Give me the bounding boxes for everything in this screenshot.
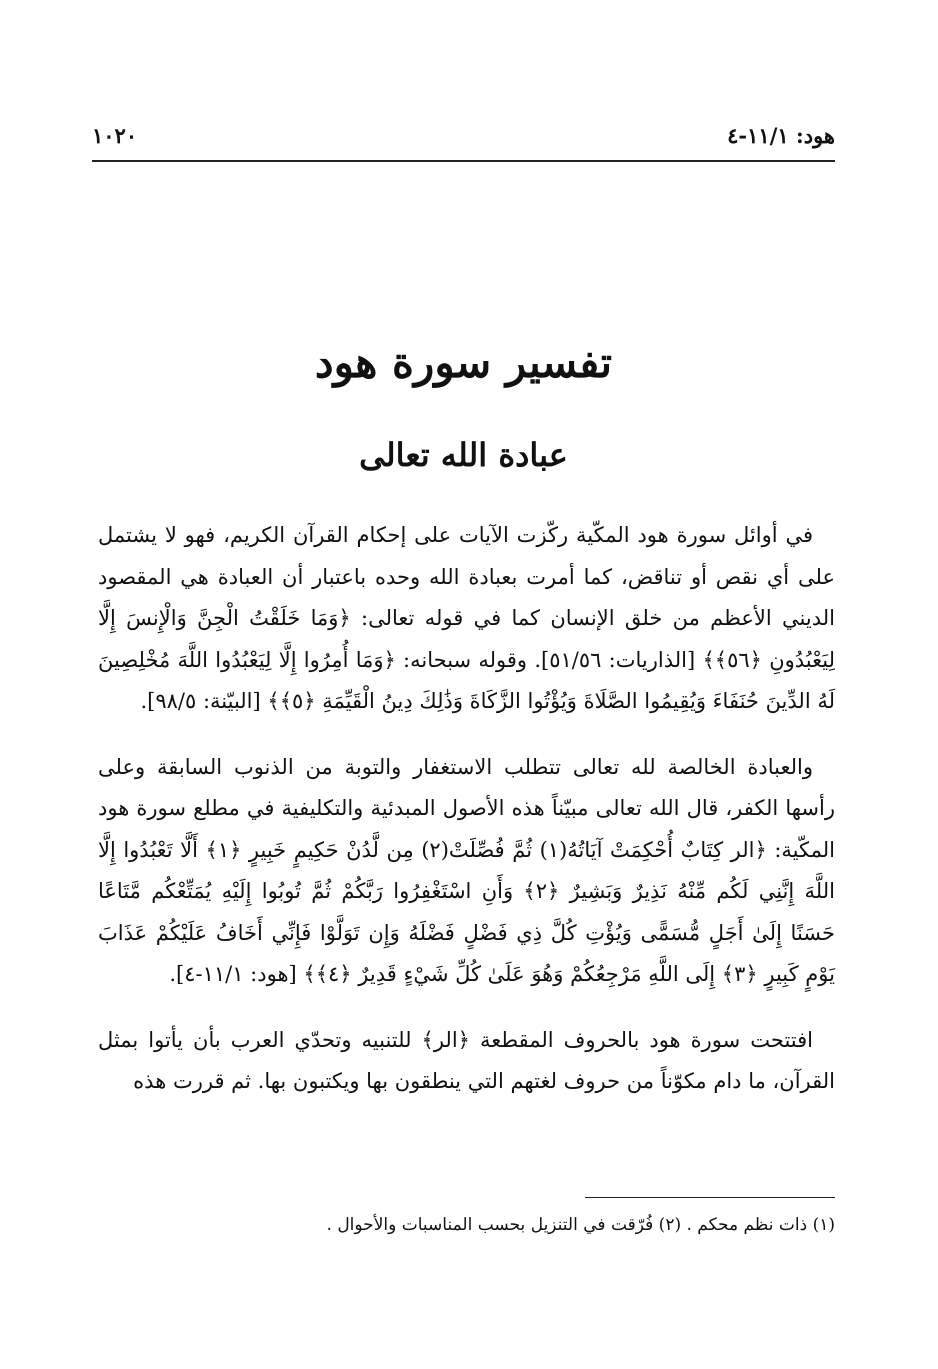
footnote: (١) ذات نظم محكم . (٢) فُرّقت في التنزيل بحسب المناسبات والأحوال .	[326, 1215, 835, 1235]
body-text	[98, 515, 835, 1127]
header-divider	[92, 160, 835, 162]
paragraph-1: في أوائل سورة هود المكّية ركّزت الآيات على إحكام القرآن الكريم، فهو لا يشتمل على أي نقص أو تناقض، كما أمرت بعبادة الله وحده باعتبار أن العبادة هي المقصود الديني الأعظم من خلق الإنسان كما في قوله تعالى: ﴿وَمَا خَلَقْتُ الْجِنَّ وَالْإِنسَ إِلَّا لِيَعْبُدُونِ ﴿٥٦﴾﴾ [الذاريات: ٥١/٥٦]. وقوله سبحانه: ﴿وَمَا أُمِرُوا إِلَّا لِيَعْبُدُوا اللَّهَ مُخْلِصِينَ لَهُ الدِّينَ حُنَفَاءَ وَيُقِيمُوا الصَّلَاةَ وَيُؤْتُوا الزَّكَاةَ وَذَٰلِكَ دِينُ الْقَيِّمَةِ ﴿٥﴾﴾ [البيّنة: ٩٨/٥].	[98, 523, 835, 713]
section-title: عبادة الله تعالى	[359, 436, 568, 474]
page-title: تفسير سورة هود	[314, 338, 613, 387]
paragraph-2: والعبادة الخالصة لله تعالى تتطلب الاستغفار والتوبة من الذنوب السابقة وعلى رأسها الكفر، قال الله تعالى مبيّناً هذه الأصول المبدئية والتكليفية في مطلع سورة هود المكّية: ﴿الر كِتَابٌ أُحْكِمَتْ آيَاتُهُ(١) ثُمَّ فُصِّلَتْ(٢) مِن لَّدُنْ حَكِيمٍ خَبِيرٍ ﴿١﴾ أَلَّا تَعْبُدُوا إِلَّا اللَّهَ إِنَّنِي لَكُم مِّنْهُ نَذِيرٌ وَبَشِيرٌ ﴿٢﴾ وَأَنِ اسْتَغْفِرُوا رَبَّكُمْ ثُمَّ تُوبُوا إِلَيْهِ يُمَتِّعْكُم مَّتَاعًا حَسَنًا إِلَىٰ أَجَلٍ مُّسَمًّى وَيُؤْتِ كُلَّ ذِي فَضْلٍ فَضْلَهُ وَإِن تَوَلَّوْا فَإِنِّي أَخَافُ عَلَيْكُمْ عَذَابَ يَوْمٍ كَبِيرٍ ﴿٣﴾ إِلَى اللَّهِ مَرْجِعُكُمْ وَهُوَ عَلَىٰ كُلِّ شَيْءٍ قَدِيرٌ ﴿٤﴾﴾ [هود: ١١/١-٤].	[98, 754, 835, 986]
header-chapter-reference: هود: ١١/١-٤	[727, 122, 835, 148]
page-header	[92, 118, 835, 152]
footnote-divider	[585, 1197, 835, 1198]
paragraph-3: افتتحت سورة هود بالحروف المقطعة ﴿الر﴾ للتنبيه وتحدّي العرب بأن يأتوا بمثل القرآن، ما دام مكوّناً من حروف لغتهم التي ينطقون بها ويكتبون بها. ثم قررت هذه	[98, 1027, 835, 1093]
header-page-number: ١٠٢٠	[92, 122, 138, 148]
